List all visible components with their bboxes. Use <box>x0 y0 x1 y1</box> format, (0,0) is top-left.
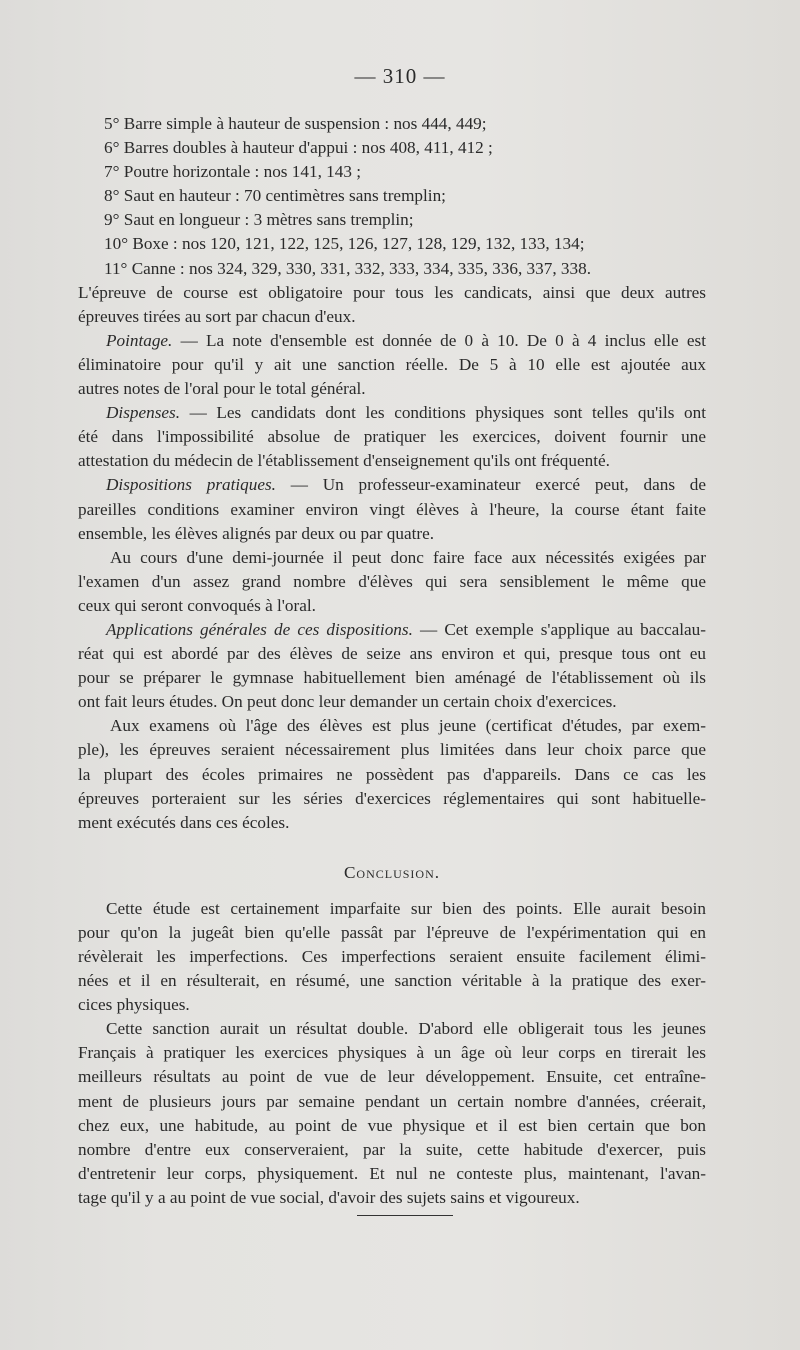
list-item: 5° Barre simple à hauteur de suspension : nos 444, 449; <box>104 114 487 133</box>
dispenses-label: Dispenses. <box>106 403 180 423</box>
text-line: ceux qui seront convoqués à l'oral. <box>78 595 316 615</box>
text-line-body: — Cet exemple s'applique au baccalau- <box>420 619 707 639</box>
text-line: pour se préparer le gymnase habituellement bien aménagé de l'établissement où ils <box>78 668 706 688</box>
text-line: nombre d'entre eux conserveraient, par la suite, cette habitude d'exercer, puis <box>78 1139 706 1159</box>
text-line <box>78 473 706 497</box>
text-line: L'épreuve de course est obligatoire pour tous les candicats, ainsi que deux autres <box>78 282 706 302</box>
text-line: tage qu'il y a au point de vue social, d'avoir des sujets sains et vigoureux. <box>78 1187 580 1207</box>
text-line <box>78 401 706 425</box>
text-line: d'entretenir leur corps, physiquement. Et nul ne conteste plus, maintenant, l'avan- <box>78 1163 706 1183</box>
text-line: ment de plusieurs jours par semaine pendant un certain nombre d'années, créerait, <box>78 1091 706 1111</box>
text-line: ensemble, les élèves alignés par deux ou par quatre. <box>78 523 435 543</box>
text-line: réat qui est abordé par des élèves de seize ans environ et qui, presque tous ont eu <box>78 644 706 664</box>
text-line: éliminatoire pour qu'il y ait une sanction réelle. De 5 à 10 elle est ajoutée aux <box>78 354 706 374</box>
text-line: ont fait leurs études. On peut donc leur demander un certain choix d'exercices. <box>78 692 617 712</box>
text-line: la plupart des écoles primaires ne possèdent pas d'appareils. Dans ce cas les <box>78 764 706 784</box>
text-line: ple), les épreuves seraient nécessairement plus limitées dans leur choix parce que <box>78 740 706 760</box>
applications-label: Applications générales de ces dispositions. <box>106 619 413 639</box>
text-line: nées et il en résulterait, en résumé, une sanction véritable à la pratique des exer- <box>78 971 706 991</box>
text-line: été dans l'impossibilité absolue de pratiquer les exercices, doivent fournir une <box>78 427 706 447</box>
text-line: Cette étude est certainement imparfaite sur bien des points. Elle aurait besoin <box>106 898 706 918</box>
section-heading: Conclusion. <box>343 862 441 882</box>
text-line: cices physiques. <box>78 995 190 1015</box>
list-item: 8° Saut en hauteur : 70 centimètres sans tremplin; <box>104 186 446 206</box>
list-item: 6° Barres doubles à hauteur d'appui : nos 408, 411, 412 ; <box>104 138 493 158</box>
text-line: Au cours d'une demi-journée il peut donc faire face aux nécessités exigées par <box>110 547 706 567</box>
list-item: 9° Saut en longueur : 3 mètres sans tremplin; <box>104 210 414 230</box>
text-line-body: — La note d'ensemble est donnée de 0 à 10. De 0 à 4 inclus elle est <box>180 330 706 350</box>
list-item: 11° Canne : nos 324, 329, 330, 331, 332, 333, 334, 335, 336, 337, 338. <box>104 258 591 278</box>
dispositions-label: Dispositions pratiques. <box>106 475 276 495</box>
text-line <box>78 329 706 353</box>
text-line: épreuves porteraient sur les séries d'exercices réglementaires qui sont habituelle- <box>78 788 706 808</box>
text-line: ment exécutés dans ces écoles. <box>78 812 290 832</box>
text-line: révèlerait les imperfections. Ces imperfections seraient ensuite facilement élimi- <box>78 947 706 966</box>
text-line: Aux examens où l'âge des élèves est plus jeune (certificat d'études, par exem- <box>110 716 706 736</box>
body-text <box>78 112 706 1210</box>
text-line: chez eux, une habitude, au point de vue physique et il est bien certain que bon <box>78 1115 706 1135</box>
text-line: attestation du médecin de l'établissement d'enseignement qu'ils ont fréquenté. <box>78 451 610 471</box>
text-line: Cette sanction aurait un résultat double. D'abord elle obligerait tous les jeunes <box>106 1019 706 1039</box>
list-item: 10° Boxe : nos 120, 121, 122, 125, 126, 127, 128, 129, 132, 133, 134; <box>104 234 585 254</box>
text-line: Français à pratiquer les exercices physiques à un âge où leur corps en tirerait les <box>78 1043 706 1063</box>
text-line: meilleurs résultats au point de vue de leur développement. Ensuite, cet entraîne- <box>78 1067 706 1087</box>
text-line-body: — Un professeur-examinateur exercé peut, dans de <box>290 475 707 495</box>
list-item: 7° Poutre horizontale : nos 141, 143 ; <box>104 162 362 182</box>
page-number: — 310 — <box>354 64 446 88</box>
text-line: épreuves tirées au sort par chacun d'eux. <box>78 306 356 326</box>
text-line: autres notes de l'oral pour le total général. <box>78 379 366 399</box>
text-line: l'examen d'un assez grand nombre d'élèves qui sera sensiblement le même que <box>78 571 706 591</box>
text-line <box>78 618 706 642</box>
pointage-label: Pointage. <box>106 330 173 350</box>
closing-rule <box>357 1215 453 1216</box>
text-line-body: — Les candidats dont les conditions physiques sont telles qu'ils ont <box>189 403 706 423</box>
text-line: pour qu'on la jugeât bien qu'elle passât par l'épreuve de l'expérimentation qui en <box>78 922 706 942</box>
text-line: pareilles conditions examiner environ vingt élèves à l'heure, la course étant faite <box>78 499 706 519</box>
